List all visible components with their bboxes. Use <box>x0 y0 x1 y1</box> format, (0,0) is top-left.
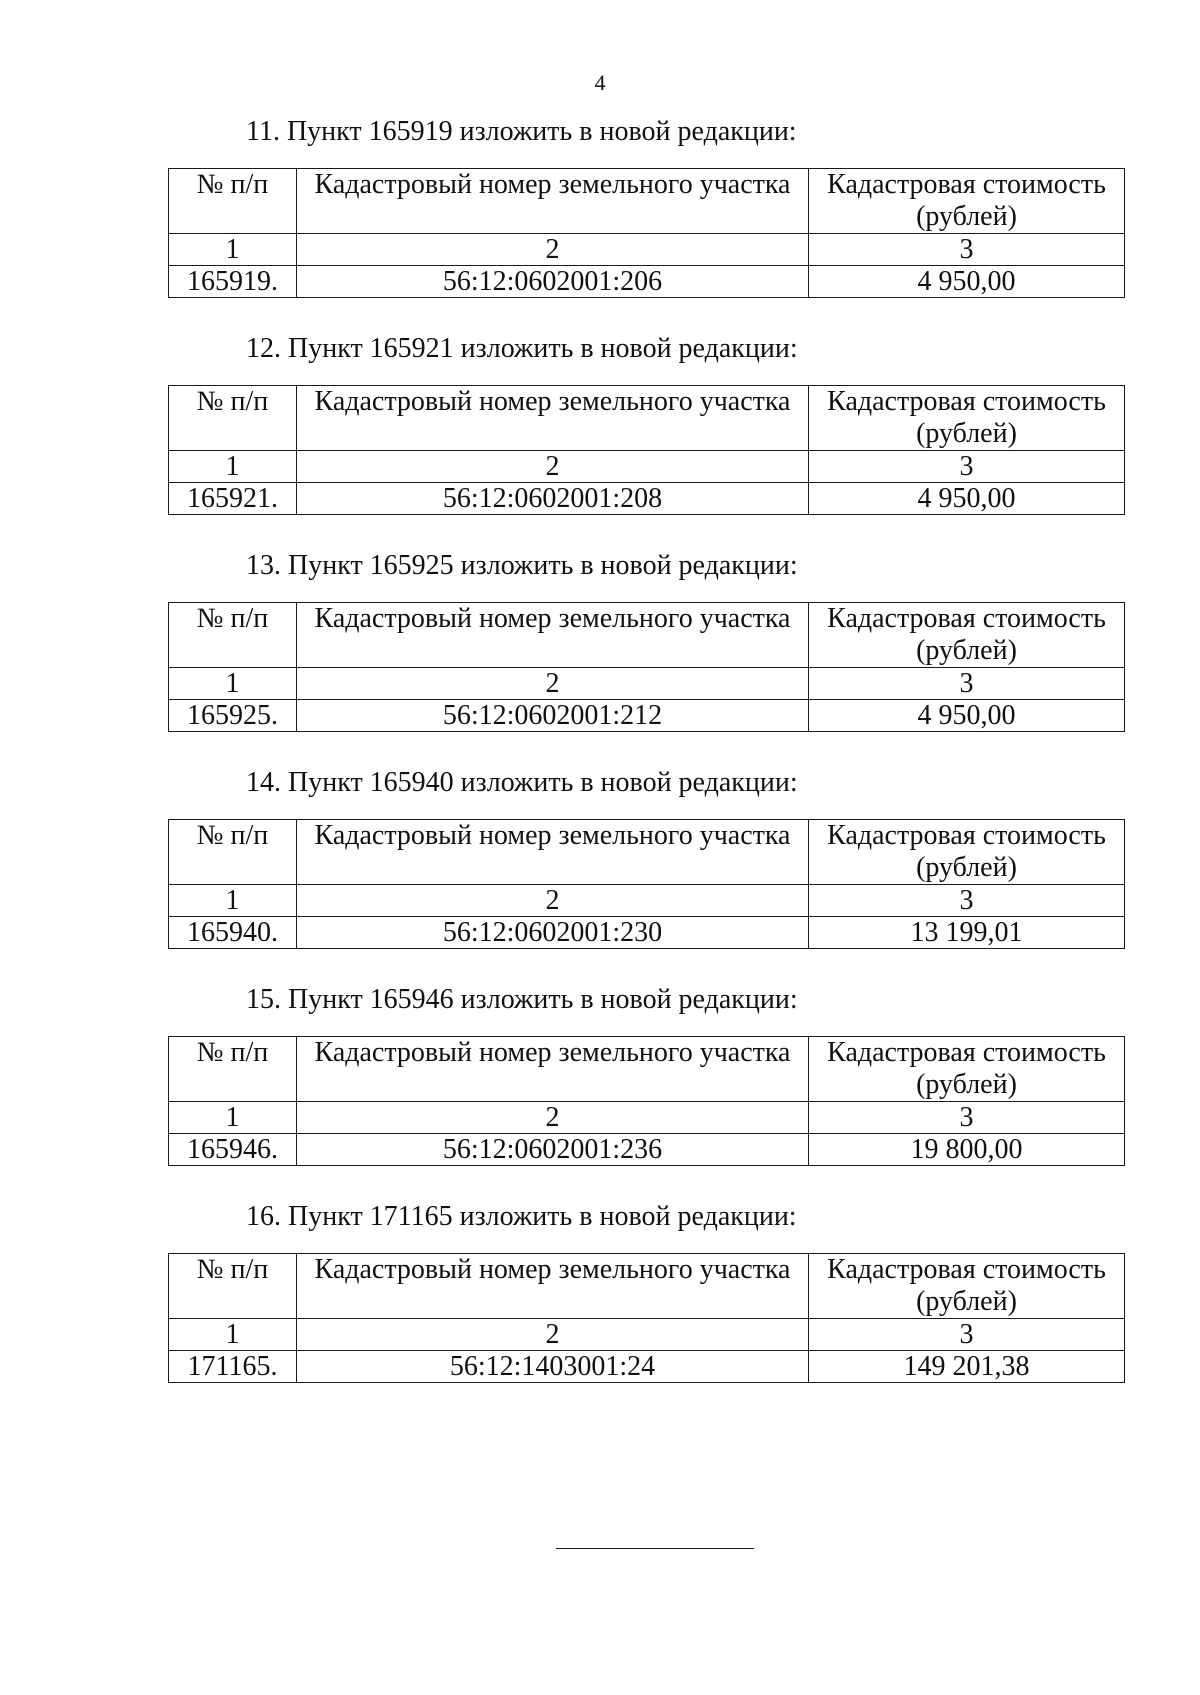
column-number: 1 <box>169 1102 297 1134</box>
amendment-section <box>168 329 1128 515</box>
header-cadastral-value-line1: Кадастровая стоимость <box>827 820 1106 851</box>
cell-cadastral-number: 56:12:0602001:208 <box>297 483 809 515</box>
header-cadastral-value <box>809 386 1125 451</box>
section-title: 13. Пункт 165925 изложить в новой редакции: <box>246 550 798 581</box>
cell-cadastral-number: 56:12:0602001:230 <box>297 917 809 949</box>
amendment-section <box>168 763 1128 949</box>
cell-cadastral-value: 4 950,00 <box>809 266 1125 298</box>
header-item-number: № п/п <box>169 1254 297 1319</box>
table-row <box>169 1134 1125 1166</box>
column-number: 3 <box>809 234 1125 266</box>
header-cadastral-value-line1: Кадастровая стоимость <box>827 1037 1106 1068</box>
cadastral-table <box>168 1036 1125 1166</box>
section-title: 14. Пункт 165940 изложить в новой редакции: <box>246 767 798 798</box>
cell-cadastral-value: 19 800,00 <box>809 1134 1125 1166</box>
header-item-number: № п/п <box>169 386 297 451</box>
cell-cadastral-value: 13 199,01 <box>809 917 1125 949</box>
header-cadastral-value-line1: Кадастровая стоимость <box>827 603 1106 634</box>
header-cadastral-number: Кадастровый номер земельного участка <box>297 1254 809 1319</box>
column-number: 2 <box>297 1319 809 1351</box>
header-cadastral-number: Кадастровый номер земельного участка <box>297 1037 809 1102</box>
amendment-section <box>168 112 1128 298</box>
cell-item-number: 165925. <box>169 700 297 732</box>
header-item-number: № п/п <box>169 169 297 234</box>
column-number: 1 <box>169 234 297 266</box>
cell-item-number: 165946. <box>169 1134 297 1166</box>
header-cadastral-value-line2: (рублей) <box>916 635 1017 666</box>
column-number: 3 <box>809 1102 1125 1134</box>
amendment-section <box>168 980 1128 1166</box>
header-cadastral-value-line2: (рублей) <box>916 1286 1017 1317</box>
column-number: 3 <box>809 668 1125 700</box>
column-number: 2 <box>297 451 809 483</box>
column-number: 3 <box>809 885 1125 917</box>
table-row <box>169 917 1125 949</box>
header-cadastral-value-line2: (рублей) <box>916 418 1017 449</box>
cell-item-number: 165940. <box>169 917 297 949</box>
header-cadastral-number: Кадастровый номер земельного участка <box>297 603 809 668</box>
cadastral-table <box>168 385 1125 515</box>
cell-cadastral-number: 56:12:0602001:206 <box>297 266 809 298</box>
column-number: 1 <box>169 1319 297 1351</box>
end-of-document-line <box>556 1548 754 1549</box>
header-item-number: № п/п <box>169 603 297 668</box>
column-number: 1 <box>169 885 297 917</box>
column-number-row <box>169 234 1125 266</box>
header-cadastral-value-line1: Кадастровая стоимость <box>827 1254 1106 1285</box>
column-number: 1 <box>169 451 297 483</box>
header-cadastral-value-line1: Кадастровая стоимость <box>827 386 1106 417</box>
amendment-section <box>168 1197 1128 1383</box>
cell-item-number: 171165. <box>169 1351 297 1383</box>
column-number-row <box>169 451 1125 483</box>
header-cadastral-value <box>809 1254 1125 1319</box>
section-title: 12. Пункт 165921 изложить в новой редакции: <box>246 333 798 364</box>
column-number: 2 <box>297 885 809 917</box>
column-number-row <box>169 885 1125 917</box>
header-cadastral-value <box>809 1037 1125 1102</box>
amendment-section <box>168 546 1128 732</box>
column-number: 1 <box>169 668 297 700</box>
header-cadastral-number: Кадастровый номер земельного участка <box>297 386 809 451</box>
table-row <box>169 266 1125 298</box>
table-header-row <box>169 603 1125 668</box>
header-cadastral-value <box>809 603 1125 668</box>
cell-cadastral-value: 4 950,00 <box>809 700 1125 732</box>
cell-cadastral-number: 56:12:0602001:236 <box>297 1134 809 1166</box>
column-number: 2 <box>297 668 809 700</box>
cadastral-table <box>168 602 1125 732</box>
table-header-row <box>169 386 1125 451</box>
header-cadastral-value-line2: (рублей) <box>916 201 1017 232</box>
header-cadastral-number: Кадастровый номер земельного участка <box>297 820 809 885</box>
cell-cadastral-number: 56:12:0602001:212 <box>297 700 809 732</box>
table-header-row <box>169 1254 1125 1319</box>
column-number-row <box>169 1102 1125 1134</box>
table-header-row <box>169 1037 1125 1102</box>
cell-cadastral-number: 56:12:1403001:24 <box>297 1351 809 1383</box>
header-cadastral-value-line2: (рублей) <box>916 852 1017 883</box>
cell-cadastral-value: 4 950,00 <box>809 483 1125 515</box>
cadastral-table <box>168 168 1125 298</box>
table-header-row <box>169 169 1125 234</box>
header-cadastral-value-line2: (рублей) <box>916 1069 1017 1100</box>
cell-cadastral-value: 149 201,38 <box>809 1351 1125 1383</box>
column-number-row <box>169 1319 1125 1351</box>
column-number: 3 <box>809 1319 1125 1351</box>
table-row <box>169 700 1125 732</box>
header-cadastral-number: Кадастровый номер земельного участка <box>297 169 809 234</box>
column-number: 2 <box>297 1102 809 1134</box>
table-row <box>169 1351 1125 1383</box>
page-number: 4 <box>594 70 606 95</box>
header-item-number: № п/п <box>169 1037 297 1102</box>
table-row <box>169 483 1125 515</box>
cadastral-table <box>168 1253 1125 1383</box>
section-title: 16. Пункт 171165 изложить в новой редакции: <box>246 1201 797 1232</box>
section-title: 11. Пункт 165919 изложить в новой редакции: <box>246 116 797 147</box>
header-cadastral-value-line1: Кадастровая стоимость <box>827 169 1106 200</box>
document-body <box>168 112 1128 1414</box>
column-number-row <box>169 668 1125 700</box>
header-cadastral-value <box>809 820 1125 885</box>
column-number: 3 <box>809 451 1125 483</box>
header-cadastral-value <box>809 169 1125 234</box>
section-title: 15. Пункт 165946 изложить в новой редакции: <box>246 984 798 1015</box>
cadastral-table <box>168 819 1125 949</box>
cell-item-number: 165919. <box>169 266 297 298</box>
header-item-number: № п/п <box>169 820 297 885</box>
table-header-row <box>169 820 1125 885</box>
cell-item-number: 165921. <box>169 483 297 515</box>
column-number: 2 <box>297 234 809 266</box>
